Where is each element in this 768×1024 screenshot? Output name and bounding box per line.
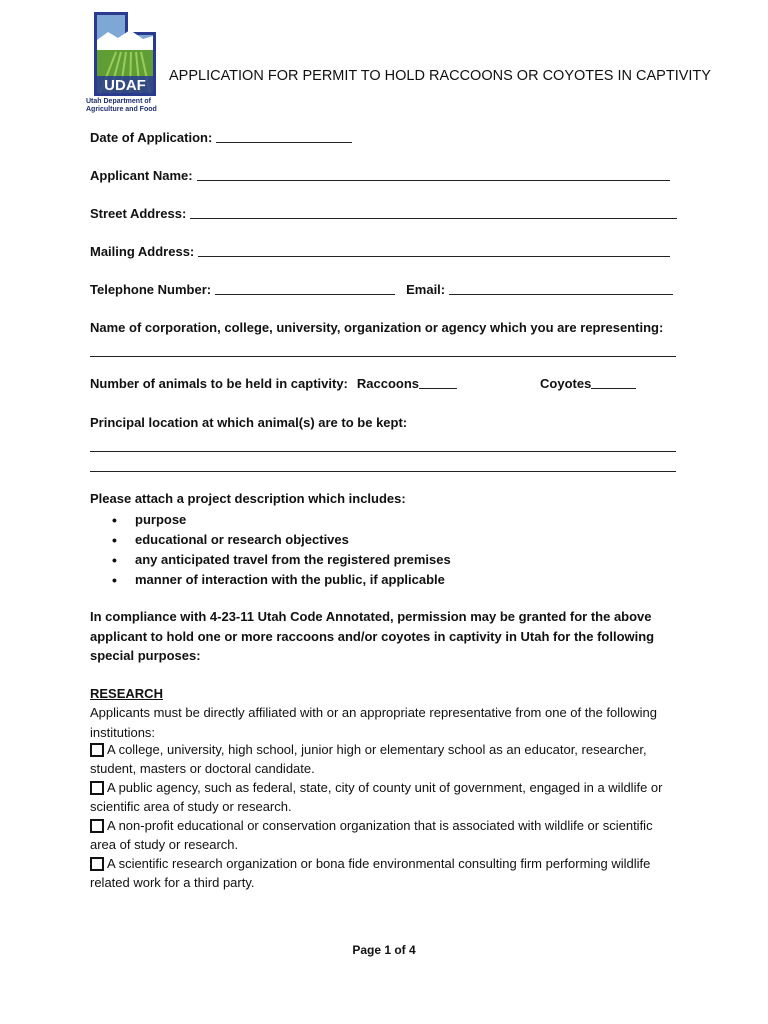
option-text: A public agency, such as federal, state, city of county unit of government, engaged in a wildlife or scientific area of study or research.: [90, 780, 663, 814]
applicant-name-field[interactable]: [197, 180, 670, 181]
mailing-row: [90, 244, 670, 259]
email-label: Email:: [406, 282, 446, 297]
option-checkbox[interactable]: [90, 743, 104, 757]
option-text: A college, university, high school, junior high or elementary school as an educator, researcher, student, masters or doctoral candidate.: [90, 742, 647, 776]
utah-state-logo-icon: [88, 10, 162, 100]
project-item: • manner of interaction with the public, if applicable: [90, 570, 690, 590]
street-label: Street Address:: [90, 206, 187, 221]
telephone-label: Telephone Number:: [90, 282, 212, 297]
logo-subtext: Utah Department of Agriculture and Food: [86, 98, 157, 113]
location-field-line-1[interactable]: [90, 451, 676, 452]
research-option: [90, 816, 680, 854]
mailing-label: Mailing Address:: [90, 244, 195, 259]
date-row: [90, 130, 352, 145]
project-item: • educational or research objectives: [90, 530, 690, 550]
coyotes-count-field[interactable]: [591, 388, 636, 389]
applicant-row: [90, 168, 670, 183]
date-field[interactable]: [216, 142, 352, 143]
date-label: Date of Application:: [90, 130, 213, 145]
option-text: A scientific research organization or bona fide environmental consulting firm performing wildlife related work for a third party.: [90, 856, 651, 890]
coyotes-label: Coyotes: [540, 376, 592, 391]
option-checkbox[interactable]: [90, 857, 104, 871]
research-option: [90, 854, 680, 892]
option-checkbox[interactable]: [90, 819, 104, 833]
project-list: [90, 510, 690, 590]
compliance-paragraph: In compliance with 4-23-11 Utah Code Annotated, permission may be granted for the above applicant to hold one or more raccoons and/or coyotes in captivity in Utah for the following special purposes:: [90, 609, 655, 663]
project-item: • any anticipated travel from the registered premises: [90, 550, 690, 570]
project-item: • purpose: [90, 510, 690, 530]
page-title: APPLICATION FOR PERMIT TO HOLD RACCOONS OR COYOTES IN CAPTIVITY: [169, 68, 711, 84]
applicant-label: Applicant Name:: [90, 168, 193, 183]
animals-label: Number of animals to be held in captivity:: [90, 376, 348, 391]
research-option: [90, 778, 680, 816]
animals-row: [90, 376, 636, 391]
project-intro: Please attach a project description which includes:: [90, 491, 406, 506]
organization-label: Name of corporation, college, university, organization or agency which you are representing:: [90, 320, 664, 335]
raccoons-count-field[interactable]: [419, 388, 457, 389]
street-address-field[interactable]: [190, 218, 677, 219]
telephone-field[interactable]: [215, 294, 395, 295]
option-text: A non-profit educational or conservation organization that is associated with wildlife or scientific area of study or research.: [90, 818, 653, 852]
raccoons-label: Raccoons: [356, 376, 420, 391]
research-option: [90, 740, 680, 778]
telephone-row: [90, 282, 673, 297]
research-heading: RESEARCH: [90, 686, 163, 701]
email-field[interactable]: [449, 294, 673, 295]
location-field-line-2[interactable]: [90, 471, 676, 472]
mailing-address-field[interactable]: [198, 256, 670, 257]
location-label: Principal location at which animal(s) are to be kept:: [90, 415, 408, 430]
street-row: [90, 206, 677, 221]
organization-field[interactable]: [90, 356, 676, 357]
logo-text: UDAF: [104, 77, 146, 94]
page-number: Page 1 of 4: [352, 943, 416, 957]
option-checkbox[interactable]: [90, 781, 104, 795]
research-intro: Applicants must be directly affiliated with or an appropriate representative from one of the following institutions:: [90, 705, 658, 740]
